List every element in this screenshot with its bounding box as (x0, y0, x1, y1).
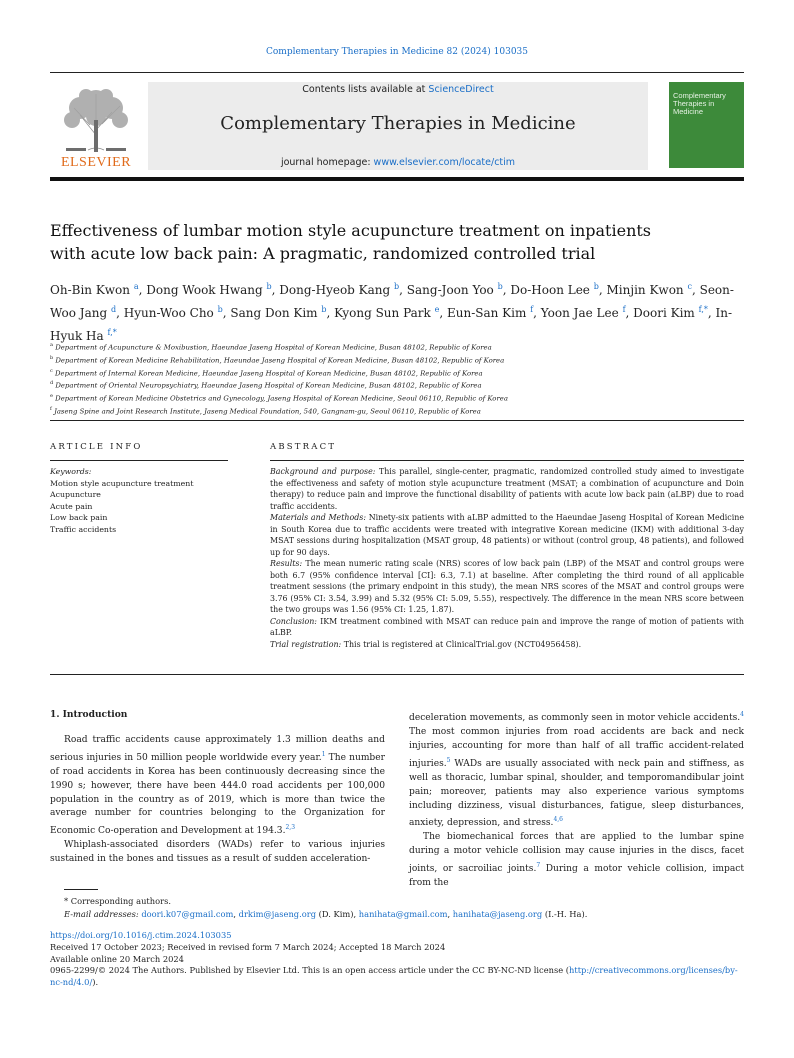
keyword-item: Motion style acupuncture treatment (50, 478, 194, 488)
affiliation-marker[interactable]: b (217, 305, 223, 314)
affiliation-mark: f (50, 405, 52, 412)
abstract-label: Materials and Methods: (270, 513, 366, 522)
article-info-rule (50, 460, 228, 461)
section-rule (50, 420, 744, 421)
body-right-column (409, 708, 744, 891)
header-bottom-rule (50, 177, 744, 181)
abstract-text: IKM treatment combined with MSAT can reduce pain and improve the range of motion of patients with aLBP. (270, 616, 744, 637)
body-paragraph: The biomechanical forces that are applied to the lumbar spine during a motor vehicle collision may cause injuries in the discs, facet joints, or sacroiliac joints.$^7$ During a motor vehicle collision, impact from the (409, 832, 744, 889)
author-separator: , (533, 306, 541, 320)
author-name[interactable]: Hyun-Woo Cho (123, 306, 214, 320)
abstract-heading: ABSTRACT (270, 442, 337, 452)
citation-link[interactable]: 7 (536, 862, 541, 870)
affiliation-marker[interactable]: b (321, 305, 327, 314)
affiliation-marker[interactable]: f (530, 305, 534, 314)
keyword-item: Low back pain (50, 513, 108, 523)
abstract-text: This parallel, single-center, pragmatic, randomized controlled study aimed to investigate the effectiveness and safety of motion style acupuncture treatment (MSAT; a combination of acupuncture and Doin therapy) to reduce pain and improve the functional disability of patients with acute low back pain (aLBP) due to road traffic accidents. (270, 467, 744, 511)
body-left-column (50, 708, 385, 867)
citation-link[interactable]: 5 (446, 756, 451, 764)
affiliation-item (50, 404, 744, 417)
author-name[interactable]: Dong Wook Hwang (146, 283, 263, 297)
abstract-bottom-rule (50, 674, 744, 675)
abstract-text: This trial is registered at ClinicalTrial.gov (NCT04956458). (341, 639, 582, 649)
affiliation-text: Department of Korean Medicine Rehabilitation, Haeundae Jaseng Hospital of Korean Medicine, Busan 48102, Republic of Korea (55, 356, 505, 365)
journal-reference-link[interactable]: Complementary Therapies in Medicine 82 (2024) 103035 (265, 47, 528, 57)
abstract-trial-registration (270, 639, 744, 651)
introduction-heading: 1. Introduction (50, 709, 128, 720)
publisher-logo-text: ELSEVIER (60, 155, 132, 170)
author-name[interactable]: Eun-San Kim (446, 306, 527, 320)
author-name[interactable]: Yoon Jae Lee (540, 306, 619, 320)
affiliation-marker[interactable]: e (434, 305, 440, 314)
affiliation-text: Department of Internal Korean Medicine, Haeundae Jaseng Hospital of Korean Medicine, Busan 48102, Republic of Korea (55, 368, 483, 377)
affiliation-marker[interactable]: b (266, 282, 272, 291)
citation-link[interactable]: 4,6 (553, 816, 563, 824)
affiliation-mark: c (50, 367, 53, 374)
footnote-rule (64, 889, 98, 890)
article-title: Effectiveness of lumbar motion style acupuncture treatment on inpatients with acute low back pain: A pragmatic, randomized controlled trial (50, 221, 652, 263)
author-separator: , (625, 306, 634, 320)
abstract-rule (270, 460, 744, 461)
abstract-conclusion (270, 616, 744, 639)
author-name[interactable]: Kyong Sun Park (334, 306, 431, 320)
affiliation-mark: b (50, 354, 54, 361)
email-link[interactable]: drkim@jaseng.org (238, 909, 317, 919)
author-list (50, 277, 740, 346)
affiliation-mark: e (50, 393, 53, 400)
affiliation-item (50, 366, 744, 379)
homepage-link[interactable]: www.elsevier.com/locate/ctim (373, 157, 516, 168)
keywords-label: Keywords: (50, 467, 92, 476)
journal-title: Complementary Therapies in Medicine (220, 113, 576, 134)
keyword-item: Traffic accidents (50, 524, 117, 534)
abstract-text: Ninety-six patients with aLBP admitted to the Haeundae Jaseng Hospital of Korean Medicine in South Korea due to traffic accidents were treated with integrative Korean medicine (IKM) with additional 3-day MSAT sessions during hospitalization (MSAT group, 48 patients) or without (control group, 48 patients), and followed up for 90 days. (270, 513, 744, 557)
author-separator: , (439, 306, 447, 320)
author-name[interactable]: In-Hyuk Ha (50, 306, 733, 343)
homepage-line (148, 157, 648, 168)
affiliation-item (50, 378, 744, 391)
contents-prefix: Contents lists available at (302, 84, 429, 95)
publication-info (50, 930, 744, 989)
author-name[interactable]: Oh-Bin Kwon (50, 283, 131, 297)
contents-line (148, 84, 648, 95)
footnotes (64, 895, 744, 921)
affiliation-marker[interactable]: a (133, 282, 139, 291)
body-paragraph: deceleration movements, as commonly seen in motor vehicle accidents.$^4$ The most common injuries from road accidents are back and neck injuries, accounting for more than half of all traffic accident-related injuries.$^5$ WADs are usually associated with neck pain and stiffness, as well as thoracic, lumbar spinal, shoulder, and temporomandibular joint pain; moreover, patients may also experience various symptoms including dizziness, visual disturbances, fatigue, sleep disturbances, anxiety, depression, and stress.$^{4,6}$ (409, 711, 744, 829)
affiliation-text: Department of Korean Medicine Obstetrics and Gynecology, Jaseng Hospital of Korean Medicine, Seoul 06110, Republic of Korea (55, 394, 508, 403)
author-separator: , (271, 283, 280, 297)
email-line: E-mail addresses: doori.k07@gmail.com, drkim@jaseng.org (D. Kim), hanihata@gmail.com, hanihata@jaseng.org (I.-H. Ha). (64, 909, 588, 919)
abstract-label: Conclusion: (270, 616, 317, 626)
author-name[interactable]: Sang Don Kim (230, 306, 318, 320)
body-paragraph: Road traffic accidents cause approximately 1.3 million deaths and serious injuries in 50 million people worldwide every year.$^1$ The number of road accidents in Korea has been continuously decreasing since the 1990 s; however, there have been 444.0 road accidents per 100,000 population in the country as of 2019, which is more than twice the average number for countries belonging to the Organization for Economic Co-operation and Development at 194.3.$^{2,3}$ (50, 734, 385, 837)
cover-title-text: Complementary Therapies in Medicine (673, 91, 726, 116)
affiliation-mark: d (50, 380, 54, 387)
author-separator: , (598, 283, 607, 297)
sciencedirect-link[interactable]: ScienceDirect (428, 84, 494, 95)
keywords-block (50, 466, 228, 536)
license-line: 0965-2299/© 2024 The Authors. Published by Elsevier Ltd. This is an open access article under the CC BY-NC-ND license (http://creativecommons.org/licenses/by-nc-nd/4.0/). (50, 965, 738, 988)
affiliation-marker[interactable]: b (394, 282, 400, 291)
author-separator: , (138, 283, 147, 297)
online-date: Available online 20 March 2024 (50, 953, 184, 964)
article-info-heading: ARTICLE INFO (50, 442, 143, 452)
author-name[interactable]: Do-Hoon Lee (510, 283, 590, 297)
author-separator: , (691, 283, 700, 297)
author-name[interactable]: Dong-Hyeob Kang (279, 283, 391, 297)
header-top-rule (50, 72, 744, 73)
affiliation-mark: a (50, 342, 53, 348)
affiliation-marker[interactable]: d (111, 305, 117, 314)
abstract-methods (270, 512, 744, 558)
affiliation-marker[interactable]: f,* (107, 328, 117, 337)
citation-link[interactable]: 2,3 (285, 824, 296, 832)
received-dates: Received 17 October 2023; Received in revised form 7 March 2024; Accepted 18 March 2024 (50, 941, 446, 952)
keyword-item: Acupuncture (50, 490, 101, 500)
email-link[interactable]: doori.k07@gmail.com (141, 909, 234, 919)
affiliation-marker[interactable]: f,* (698, 305, 708, 314)
email-link[interactable]: hanihata@gmail.com (358, 909, 448, 919)
citation-link[interactable]: 4 (740, 711, 744, 718)
author-separator: , (502, 283, 511, 297)
author-separator: , (399, 283, 407, 297)
affiliation-text: Department of Acupuncture & Moxibustion, Haeundae Jaseng Hospital of Korean Medicine, Busan 48102, Republic of Korea (55, 343, 492, 352)
body-paragraph: Whiplash-associated disorders (WADs) refer to various injuries sustained in the bones and tissues as a result of sudden acceleration- (50, 840, 385, 865)
affiliation-list (50, 340, 744, 417)
author-separator: , (326, 306, 335, 320)
affiliation-marker[interactable]: b (497, 282, 503, 291)
keyword-item: Acute pain (50, 501, 93, 511)
email-label: E-mail addresses: (64, 909, 142, 919)
email-link[interactable]: hanihata@jaseng.org (452, 909, 543, 919)
author-name[interactable]: Doori Kim (633, 306, 695, 320)
affiliation-marker[interactable]: c (687, 282, 692, 291)
citation-link[interactable]: 1 (321, 750, 326, 758)
author-separator: , (116, 306, 124, 320)
author-separator: , (222, 306, 231, 320)
abstract-text: The mean numeric rating scale (NRS) scores of low back pain (LBP) of the MSAT and control groups were both 6.7 (95% confidence interval [CI]: 6.3, 7.1) at baseline. After completing the third round of all applicable treatment sessions (the primary endpoint in this study), the mean NRS scores of the MSAT and control groups were 3.76 (95% CI: 3.54, 3.99) and 5.32 (95% CI: 5.09, 5.55), respectively. The difference in the mean NRS score between the two groups was 1.56 (95% CI: 1.25, 1.87). (270, 559, 744, 614)
affiliation-item (50, 340, 744, 353)
affiliation-item (50, 353, 744, 366)
author-name[interactable]: Sang-Joon Yoo (406, 283, 494, 297)
abstract-background (270, 466, 744, 512)
affiliation-marker[interactable]: f (622, 305, 626, 314)
abstract-results (270, 558, 744, 616)
homepage-prefix: journal homepage: (280, 157, 374, 168)
author-separator: , (707, 306, 716, 320)
license-link[interactable]: http://creativecommons.org/licenses/by-nc-nd/4.0/ (50, 965, 738, 988)
abstract-label: Trial registration: (270, 639, 342, 649)
affiliation-item (50, 391, 744, 404)
author-name[interactable]: Minjin Kwon (606, 283, 684, 297)
author-name[interactable]: Seon-Woo Jang (50, 283, 734, 320)
affiliation-text: Department of Oriental Neuropsychiatry, Haeundae Jaseng Hospital of Korean Medicine, Busan 48102, Republic of Korea (55, 381, 482, 390)
corresponding-note: * Corresponding authors. (64, 896, 171, 906)
abstract-body (270, 466, 744, 650)
abstract-label: Background and purpose: (270, 467, 376, 476)
abstract-label: Results: (270, 559, 303, 568)
doi-link[interactable]: https://doi.org/10.1016/j.ctim.2024.103035 (50, 930, 232, 940)
affiliation-text: Jaseng Spine and Joint Research Institute, Jaseng Medical Foundation, 540, Gangnam-gu, Seoul 06110, Republic of Korea (54, 407, 481, 416)
affiliation-marker[interactable]: b (593, 282, 599, 291)
